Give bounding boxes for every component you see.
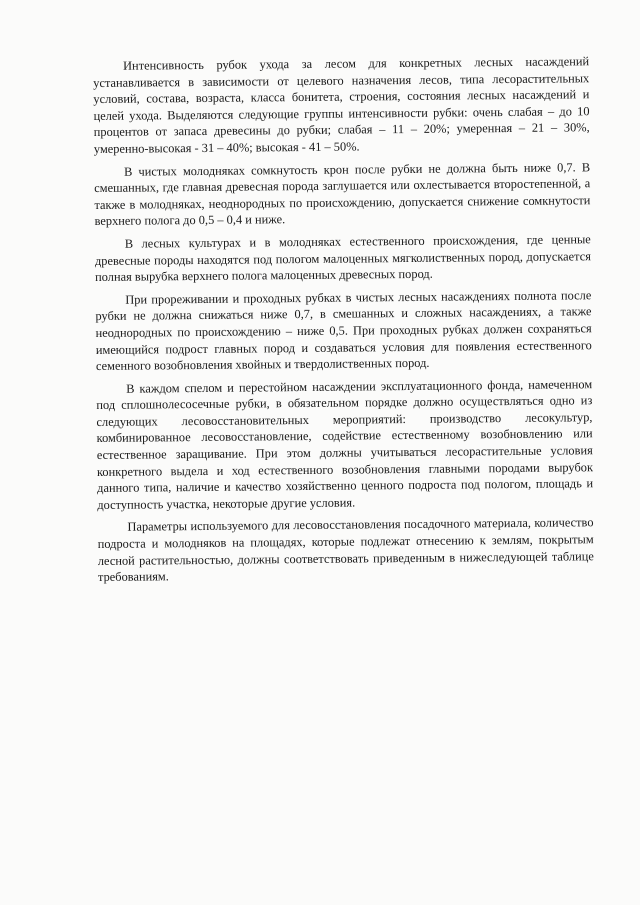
paragraph-forest-cultures: В лесных культурах и в молодняках естественного происхождения, где ценные древесные породы находятся под пологом малоценных мягколиственных пород, допускается полная вырубка верхнего полога малоценных древесных пород. (94, 232, 591, 285)
paragraph-planting-parameters: Параметры используемого для лесовосстановления посадочного материала, количество подроста и молодняков на площадях, которые подлежат отнесению к землям, покрытым лесной растительностью, должны соответствовать приведенным в нижеследующей таблице требованиям. (97, 515, 594, 585)
paragraph-cutting-intensity: Интенсивность рубок ухода за лесом для конкретных лесных насаждений устанавливается в зависимости от целевого назначения лесов, типа лесорастительных условий, состава, возраста, класса бонитета, строения, состояния лесных насаждений и целей ухода. Выделяются следующие группы интенсивности рубки: очень слабая – до 10 процентов от запаса древесины до рубки; слабая – 11 – 20%; умеренная – 21 – 30%, умеренно-высокая - 31 – 40%; высокая - 41 – 50%. (93, 54, 590, 156)
paragraph-reforestation-measures: В каждом спелом и перестойном насаждении эксплуатационного фонда, намеченном под сплошнолесосечные рубки, в обязательном порядке должно осуществляться одно из следующих лесовосстановительных мероприятий: производство лесокультур, комбинированное лесовосстановление, содействие естественному возобновлению или естественное заращивание. При этом должны учитываться лесорастительные условия конкретного выдела и ход естественного возобновления главными породами вырубок данного типа, наличие и качество хозяйственно ценного подроста под пологом, площадь и доступность участка, некоторые другие условия. (96, 376, 594, 512)
paragraph-thinning: При прореживании и проходных рубках в чистых лесных насаждениях полнота после рубки не должна снижаться ниже 0,7, в смешанных и сложных насаждениях, а также неоднородных по происхождению – ниже 0,5. При проходных рубках должен сохраняться имеющийся подрост главных пород и создаваться условия для появления естественного семенного возобновления хвойных и твердолиственных пород. (95, 287, 592, 374)
document-body (93, 53, 594, 592)
paragraph-crown-closure: В чистых молодняках сомкнутость крон после рубки не должна быть ниже 0,7. В смешанных, где главная древесная порода заглушается или охлестывается второстепенной, а также в молодняках, неоднородных по происхождению, допускается снижение сомкнутости верхнего полога до 0,5 – 0,4 и ниже. (94, 159, 591, 229)
